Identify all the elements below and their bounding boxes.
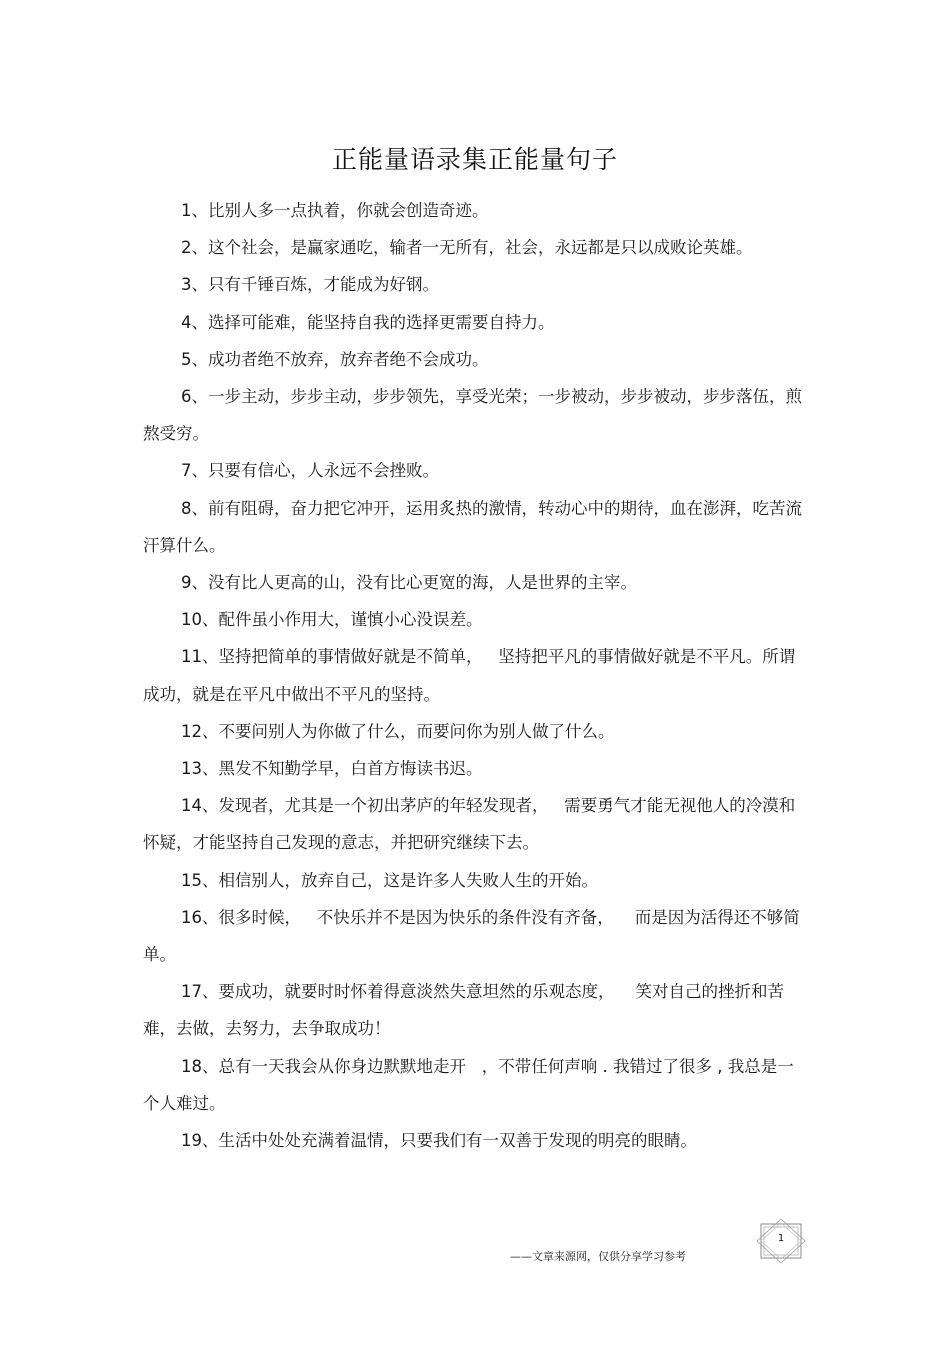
quote-paragraph: 4、选择可能难，能坚持自我的选择更需要自持力。 <box>181 312 555 332</box>
quote-paragraph: 16、很多时候， 不快乐并不是因为快乐的条件没有齐备， 而是因为活得还不够简单。 <box>143 907 800 965</box>
quote-paragraph: 1、比别人多一点执着，你就会创造奇迹。 <box>181 201 489 220</box>
quote-paragraph: 14、发现者，尤其是一个初出茅庐的年轻发现者， 需要勇气才能无视他人的冷漠和怀疑，才能坚持自己发现的意志，并把研究继续下去。 <box>143 796 796 853</box>
quote-paragraph: 5、成功者绝不放弃，放弃者绝不会成功。 <box>181 349 489 369</box>
quote-paragraph: 7、只要有信心，人永远不会挫败。 <box>181 461 439 481</box>
quote-paragraph: 8、前有阻碍，奋力把它冲开，运用炙热的激情，转动心中的期待，血在澎湃，吃苦流汗算什么。 <box>143 498 802 555</box>
source-note: ——文章来源网，仅供分享学习参考 <box>510 1250 686 1263</box>
page-title: 正能量语录集正能量句子 <box>331 145 618 174</box>
quote-list <box>143 192 809 1159</box>
quote-paragraph: 17、要成功，就要时时怀着得意淡然失意坦然的乐观态度， 笑对自己的挫折和苦难，去做，去努力，去争取成功！ <box>143 982 784 1039</box>
page-number-badge <box>755 1218 807 1264</box>
quote-paragraph: 12、不要问别人为你做了什么，而要问你为别人做了什么。 <box>181 721 615 741</box>
quote-paragraph: 3、只有千锤百炼，才能成为好钢。 <box>181 275 439 295</box>
quote-paragraph: 9、没有比人更高的山，没有比心更宽的海，人是世界的主宰。 <box>181 573 637 593</box>
quote-paragraph: 11、坚持把简单的事情做好就是不简单， 坚持把平凡的事情做好就是不平凡。所谓成功，就是在平凡中做出不平凡的坚持。 <box>143 647 796 704</box>
quote-paragraph: 18、总有一天我会从你身边默默地走开 ，不带任何声响 . 我错过了很多 , 我总是一个人难过。 <box>143 1056 794 1113</box>
quote-paragraph: 13、黑发不知勤学早，白首方悔读书迟。 <box>181 759 483 779</box>
quote-paragraph: 6、一步主动，步步主动，步步领先，享受光荣；一步被动，步步被动，步步落伍，煎熬受穷。 <box>143 387 802 444</box>
quote-paragraph: 15、相信别人，放弃自己，这是许多人失败人生的开始。 <box>181 870 598 890</box>
quote-paragraph: 2、这个社会，是赢家通吃，输者一无所有，社会，永远都是只以成败论英雄。 <box>181 238 753 258</box>
quote-paragraph: 19、生活中处处充满着温情，只要我们有一双善于发现的明亮的眼睛。 <box>181 1131 697 1151</box>
quote-paragraph: 10、配件虽小作用大，谨慎小心没误差。 <box>181 610 483 630</box>
page-number: 1 <box>777 1233 785 1244</box>
